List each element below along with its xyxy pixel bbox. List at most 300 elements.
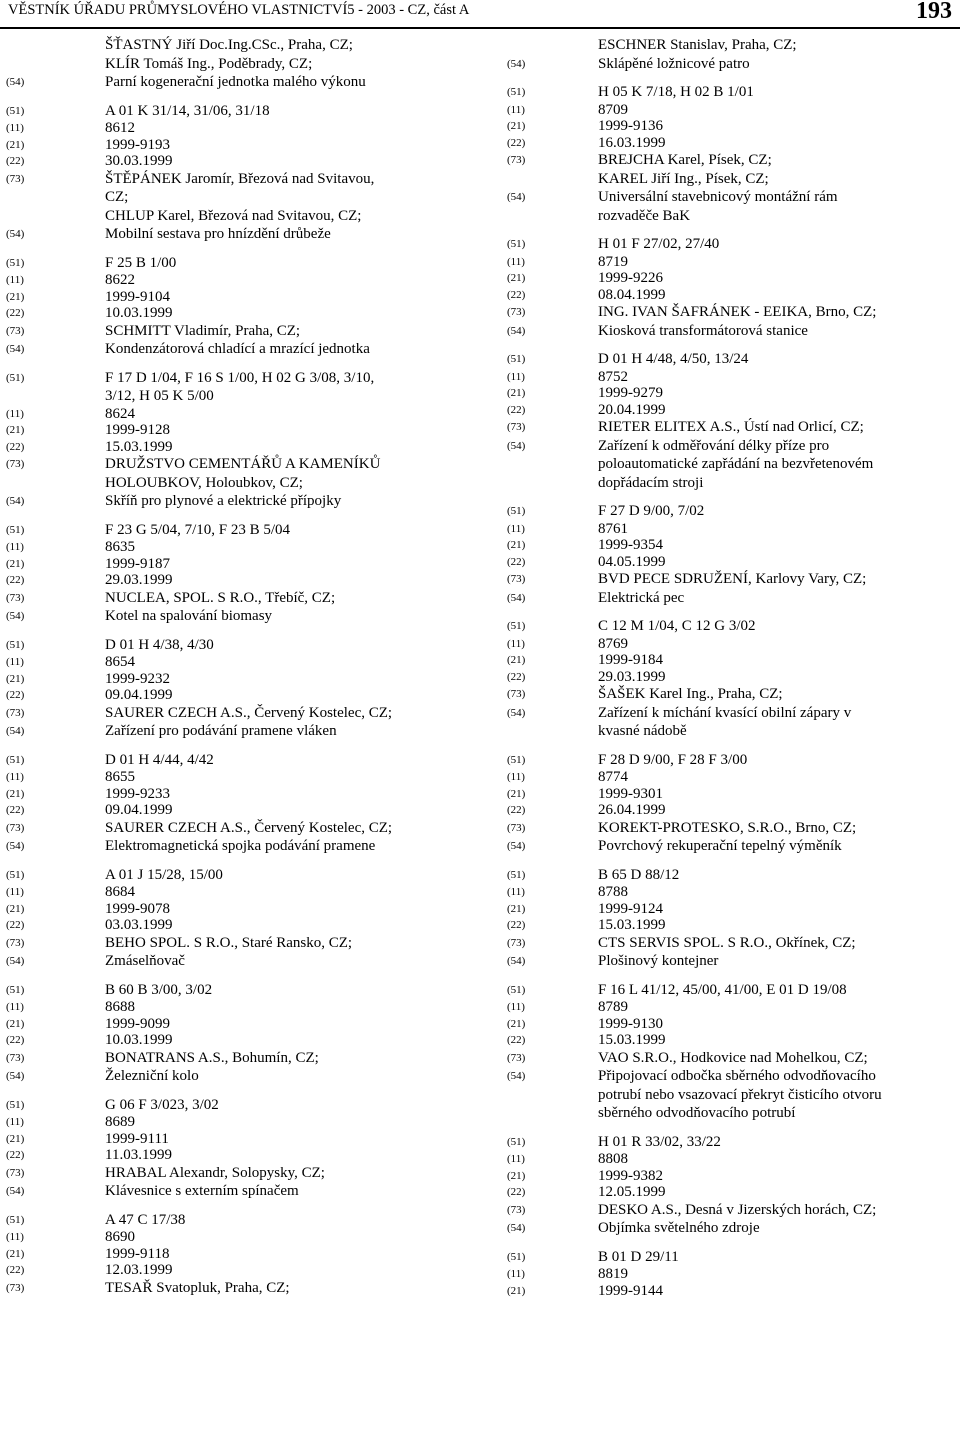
entry-line	[505, 1086, 955, 1105]
inid-code: (51)	[6, 983, 25, 996]
entry-line	[0, 866, 480, 885]
inid-code: (73)	[507, 688, 526, 700]
inid-code: (21)	[507, 120, 526, 132]
entry-line	[505, 102, 955, 119]
entry-text: 8789	[598, 999, 628, 1015]
inid-code: (11)	[507, 1153, 525, 1165]
entry-line	[505, 819, 955, 838]
entry-line	[505, 521, 955, 538]
entry-text: 8709	[598, 101, 628, 118]
entry-text: 20.04.1999	[598, 401, 666, 418]
inid-code: (73)	[6, 936, 25, 949]
entry-line	[0, 837, 480, 856]
entry-line	[505, 981, 955, 1000]
entry-line	[0, 170, 480, 189]
entry-line	[0, 406, 480, 423]
inid-code: (11)	[6, 122, 24, 134]
entry-text: 15.03.1999	[598, 1032, 666, 1048]
inid-code: (22)	[6, 155, 25, 167]
inid-code: (51)	[507, 353, 526, 365]
entry-text: F 28 D 9/00, F 28 F 3/00	[598, 751, 748, 768]
entry-line	[505, 1049, 955, 1068]
inid-code: (51)	[6, 1213, 25, 1226]
inid-code: (73)	[507, 421, 526, 433]
inid-code: (11)	[507, 522, 525, 535]
entry-text: SCHMITT Vladimír, Praha, CZ;	[105, 322, 301, 339]
entry-text: BREJCHA Karel, Písek, CZ;	[598, 152, 772, 168]
inid-code: (73)	[507, 1051, 526, 1064]
entry-line	[0, 207, 480, 226]
entry-line	[505, 1168, 955, 1185]
entry-line	[0, 572, 480, 589]
entry-line	[505, 188, 955, 207]
entry-text: HRABAL Alexandr, Solopysky, CZ;	[105, 1164, 325, 1181]
entry-text: F 25 B 1/00	[105, 254, 177, 271]
entry-text: Zařízení pro podávání pramene vláken	[105, 723, 337, 739]
entry-line	[505, 1201, 955, 1220]
inid-code: (11)	[6, 886, 24, 898]
inid-code: (22)	[507, 136, 526, 149]
entry-line	[505, 502, 955, 521]
entry-line	[0, 188, 480, 207]
inid-code: (21)	[6, 424, 25, 436]
entry-text: 8788	[598, 884, 628, 900]
entry-line	[0, 556, 480, 573]
entry-text: Zařízení k míchání kvasící obilní zápary v	[598, 704, 852, 721]
inid-code: (22)	[6, 919, 25, 931]
entry-text: C 12 M 1/04, C 12 G 3/02	[598, 618, 756, 634]
inid-code: (51)	[507, 868, 526, 881]
entry-line	[505, 685, 955, 704]
entry-text: ŠAŠEK Karel Ing., Praha, CZ;	[598, 686, 783, 702]
inid-code: (54)	[6, 228, 25, 240]
entry-text: Připojovací odbočka sběrného odvodňovacího	[598, 1068, 876, 1084]
entry-line	[0, 981, 480, 1000]
entry-text: ING. IVAN ŠAFRÁNEK - EEIKA, Brno, CZ;	[598, 304, 877, 320]
entry-text: Zmáselňovač	[105, 953, 185, 969]
inid-code: (21)	[507, 1169, 526, 1182]
entry-line	[0, 722, 480, 741]
entry-text: KLÍR Tomáš Ing., Poděbrady, CZ;	[105, 55, 313, 72]
entry-line	[505, 1184, 955, 1201]
entry-line	[0, 55, 480, 74]
entry-text: 15.03.1999	[598, 917, 666, 933]
entry-line	[0, 1096, 480, 1115]
entry-text: CZ;	[105, 189, 129, 205]
inid-code: (54)	[507, 57, 526, 70]
inid-code: (22)	[507, 670, 526, 683]
inid-code: (73)	[507, 306, 526, 318]
entry-text: Elektrická pec	[598, 589, 685, 606]
entry-text: F 23 G 5/04, 7/10, F 23 B 5/04	[105, 521, 291, 538]
inid-code: (22)	[507, 804, 526, 816]
entry-line	[505, 802, 955, 819]
entry-line	[505, 669, 955, 686]
entry-text: 8690	[105, 1229, 135, 1245]
inid-code: (54)	[6, 840, 25, 852]
entry-line	[0, 901, 480, 918]
entry-text: 16.03.1999	[598, 134, 666, 151]
entry-line	[0, 589, 480, 608]
entry-text: 1999-9233	[105, 785, 170, 802]
inid-code: (21)	[6, 1017, 25, 1030]
inid-code: (73)	[507, 154, 526, 166]
inid-code: (54)	[507, 324, 526, 337]
inid-code: (21)	[507, 539, 526, 551]
entry-line	[505, 254, 955, 271]
entry-line	[0, 254, 480, 273]
inid-code: (22)	[6, 574, 25, 586]
entry-line	[505, 235, 955, 254]
entry-text: 1999-9130	[598, 1015, 663, 1032]
entry-line	[505, 722, 955, 741]
inid-code: (51)	[6, 1098, 25, 1111]
entry-text: ŠŤASTNÝ Jiří Doc.Ing.CSc., Praha, CZ;	[105, 37, 353, 53]
entry-line	[505, 303, 955, 322]
entry-text: 09.04.1999	[105, 687, 173, 703]
entry-line	[505, 36, 955, 55]
entry-text: ESCHNER Stanislav, Praha, CZ;	[598, 37, 797, 53]
entry-line	[505, 474, 955, 493]
inid-code: (51)	[6, 371, 25, 384]
inid-code: (73)	[6, 324, 25, 337]
entry-line	[0, 272, 480, 289]
inid-code: (54)	[507, 1070, 526, 1082]
entry-line	[0, 153, 480, 170]
entry-text: 12.03.1999	[105, 1262, 173, 1278]
entry-text: dopřádacím stroji	[598, 474, 704, 491]
entry-text: SAURER CZECH A.S., Červený Kostelec, CZ;	[105, 819, 393, 836]
inid-code: (73)	[507, 936, 526, 949]
inid-code: (11)	[6, 1231, 24, 1243]
entry-line	[505, 704, 955, 723]
right-column	[505, 36, 955, 1299]
entry-line	[0, 120, 480, 137]
entry-text: 09.04.1999	[105, 802, 173, 818]
entry-text: 04.05.1999	[598, 553, 666, 570]
entry-line	[0, 1164, 480, 1183]
inid-code: (54)	[507, 1222, 526, 1234]
entry-text: 1999-9111	[105, 1130, 169, 1147]
entry-text: A 01 J 15/28, 15/00	[105, 866, 223, 883]
entry-line	[505, 1067, 955, 1086]
entry-line	[505, 1266, 955, 1283]
inid-code: (54)	[507, 591, 526, 604]
entry-text: 1999-9187	[105, 555, 170, 572]
inid-code: (73)	[507, 821, 526, 834]
entry-line	[505, 402, 955, 419]
inid-code: (51)	[507, 1135, 526, 1148]
left-column	[0, 36, 480, 1297]
entry-text: D 01 H 4/44, 4/42	[105, 751, 214, 768]
entry-line	[505, 437, 955, 456]
entry-text: Universální stavebnicový montážní rám	[598, 189, 838, 205]
entry-line	[505, 589, 955, 608]
inid-code: (51)	[507, 86, 526, 98]
entry-line	[0, 1067, 480, 1086]
entry-text: B 65 D 88/12	[598, 866, 680, 883]
entry-line	[0, 36, 480, 55]
entry-text: 08.04.1999	[598, 286, 666, 303]
entry-text: 1999-9104	[105, 288, 170, 305]
entry-text: RIETER ELITEX A.S., Ústí nad Orlicí, CZ;	[598, 419, 864, 435]
entry-line	[0, 1246, 480, 1263]
entry-text: Plošinový kontejner	[598, 953, 719, 969]
inid-code: (73)	[6, 1051, 25, 1064]
entry-line	[0, 322, 480, 341]
inid-code: (22)	[507, 919, 526, 931]
entry-text: Mobilní sestava pro hnízdění drůbeže	[105, 226, 331, 242]
inid-code: (21)	[507, 387, 526, 399]
inid-code: (22)	[507, 1186, 526, 1198]
inid-code: (54)	[507, 706, 526, 719]
entry-line	[0, 786, 480, 803]
entry-line	[505, 1151, 955, 1168]
inid-code: (51)	[6, 104, 25, 117]
inid-code: (51)	[507, 753, 526, 766]
entry-text: 8688	[105, 999, 135, 1015]
entry-line	[505, 385, 955, 402]
entry-text: 8769	[598, 635, 628, 652]
inid-code: (54)	[6, 76, 25, 88]
entry-line	[0, 654, 480, 671]
inid-code: (11)	[507, 255, 525, 268]
inid-code: (51)	[6, 638, 25, 651]
entry-line	[505, 901, 955, 918]
entry-text: rozvaděče BaK	[598, 207, 691, 224]
entry-line	[0, 687, 480, 704]
entry-text: Kiosková transformátorová stanice	[598, 322, 808, 339]
entry-line	[505, 537, 955, 554]
entry-text: 10.03.1999	[105, 305, 173, 321]
entry-line	[0, 521, 480, 540]
entry-text: F 17 D 1/04, F 16 S 1/00, H 02 G 3/08, 3/10,	[105, 369, 375, 386]
entry-text: 1999-9184	[598, 652, 663, 668]
inid-code: (22)	[6, 1034, 25, 1046]
inid-code: (73)	[6, 821, 25, 834]
inid-code: (54)	[6, 1185, 25, 1197]
entry-line	[0, 934, 480, 953]
entry-line	[0, 1016, 480, 1033]
entry-text: Parní kogenerační jednotka malého výkonu	[105, 74, 366, 90]
inid-code: (51)	[6, 753, 25, 766]
entry-line	[0, 1182, 480, 1201]
inid-code: (51)	[507, 238, 526, 250]
entry-text: F 16 L 41/12, 45/00, 41/00, E 01 D 19/08	[598, 981, 847, 998]
entry-text: H 01 F 27/02, 27/40	[598, 236, 720, 252]
entry-line	[505, 617, 955, 636]
entry-line	[505, 270, 955, 287]
entry-line	[0, 884, 480, 901]
entry-text: A 01 K 31/14, 31/06, 31/18	[105, 102, 270, 119]
inid-code: (21)	[6, 1247, 25, 1260]
entry-line	[0, 492, 480, 511]
inid-code: (11)	[6, 656, 24, 668]
entry-text: 15.03.1999	[105, 438, 173, 455]
entry-text: 1999-9382	[598, 1167, 663, 1184]
entry-line	[505, 55, 955, 74]
entry-text: 1999-9226	[598, 270, 663, 286]
entry-text: DESKO A.S., Desná v Jizerských horách, CZ;	[598, 1201, 877, 1218]
entry-text: 1999-9136	[598, 118, 663, 134]
inid-code: (11)	[6, 1001, 24, 1013]
entry-line	[505, 1133, 955, 1152]
entry-text: 30.03.1999	[105, 153, 173, 169]
entry-text: 8612	[105, 120, 135, 136]
entry-text: 12.05.1999	[598, 1184, 666, 1200]
inid-code: (11)	[507, 637, 525, 650]
inid-code: (73)	[6, 172, 25, 185]
inid-code: (54)	[6, 1070, 25, 1082]
entry-line	[505, 151, 955, 170]
entry-line	[505, 769, 955, 786]
entry-text: 8655	[105, 769, 135, 785]
entry-line	[0, 704, 480, 723]
entry-line	[505, 866, 955, 885]
entry-line	[0, 102, 480, 121]
inid-code: (11)	[507, 1268, 525, 1280]
inid-code: (21)	[6, 1132, 25, 1145]
entry-text: CHLUP Karel, Březová nad Svitavou, CZ;	[105, 207, 362, 224]
inid-code: (21)	[6, 557, 25, 570]
entry-text: TESAŘ Svatopluk, Praha, CZ;	[105, 1279, 290, 1296]
entry-text: 8689	[105, 1114, 135, 1130]
entry-line	[0, 340, 480, 359]
inid-code: (22)	[507, 1034, 526, 1046]
entry-line	[0, 607, 480, 626]
inid-code: (51)	[507, 505, 526, 517]
entry-text: 1999-9124	[598, 900, 663, 917]
journal-title: VĚSTNÍK ÚŘADU PRŮMYSLOVÉHO VLASTNICTVÍ5 - 2003 - CZ, část A	[8, 2, 470, 18]
entry-text: SAURER CZECH A.S., Červený Kostelec, CZ;	[105, 704, 393, 721]
entry-text: BONATRANS A.S., Bohumín, CZ;	[105, 1049, 319, 1066]
inid-code: (54)	[507, 191, 526, 203]
inid-code: (51)	[507, 1250, 526, 1263]
entry-text: 10.03.1999	[105, 1032, 173, 1048]
inid-code: (11)	[507, 771, 525, 783]
entry-line	[0, 819, 480, 838]
entry-text: NUCLEA, SPOL. S R.O., Třebíč, CZ;	[105, 589, 336, 606]
entry-line	[0, 1147, 480, 1164]
entry-text: 1999-9279	[598, 385, 663, 401]
entry-line	[0, 1229, 480, 1246]
entry-line	[505, 999, 955, 1016]
entry-line	[505, 1219, 955, 1238]
entry-line	[505, 554, 955, 571]
inid-code: (21)	[6, 902, 25, 915]
inid-code: (21)	[507, 1017, 526, 1030]
entry-line	[0, 137, 480, 154]
entry-text: B 60 B 3/00, 3/02	[105, 981, 213, 998]
inid-code: (11)	[507, 886, 525, 898]
entry-text: 3/12, H 05 K 5/00	[105, 388, 214, 404]
entry-line	[0, 769, 480, 786]
inid-code: (11)	[507, 103, 525, 116]
inid-code: (11)	[507, 1001, 525, 1013]
inid-code: (22)	[507, 403, 526, 416]
entry-text: 29.03.1999	[598, 668, 666, 685]
entry-line	[505, 751, 955, 770]
entry-line	[0, 369, 480, 388]
inid-code: (22)	[6, 689, 25, 701]
entry-text: BEHO SPOL. S R.O., Staré Ransko, CZ;	[105, 934, 353, 951]
entry-text: 11.03.1999	[105, 1147, 172, 1163]
entry-line	[0, 305, 480, 322]
entry-text: 1999-9078	[105, 900, 170, 917]
inid-code: (54)	[6, 495, 25, 507]
entry-text: 8684	[105, 884, 135, 900]
entry-line	[0, 474, 480, 493]
entry-text: 8635	[105, 539, 135, 555]
entry-text: Železniční kolo	[105, 1068, 199, 1084]
inid-code: (22)	[6, 1264, 25, 1276]
entry-text: 8761	[598, 520, 628, 537]
entry-line	[505, 287, 955, 304]
inid-code: (54)	[6, 955, 25, 967]
entry-text: ŠTĚPÁNEK Jaromír, Březová nad Svitavou,	[105, 170, 375, 187]
entry-line	[505, 837, 955, 856]
entry-line	[0, 1211, 480, 1230]
entry-text: 1999-9099	[105, 1015, 170, 1032]
entry-line	[0, 802, 480, 819]
entry-line	[0, 917, 480, 934]
inid-code: (73)	[6, 1166, 25, 1179]
entry-line	[0, 539, 480, 556]
entry-line	[505, 1283, 955, 1300]
entry-line	[505, 952, 955, 971]
entry-line	[0, 422, 480, 439]
inid-code: (73)	[507, 573, 526, 585]
entry-line	[505, 322, 955, 341]
inid-code: (51)	[6, 523, 25, 536]
entry-line	[505, 83, 955, 102]
entry-text: CTS SERVIS SPOL. S R.O., Okřínek, CZ;	[598, 934, 856, 951]
entry-line	[0, 455, 480, 474]
entry-text: 8719	[598, 253, 628, 270]
inid-code: (22)	[6, 307, 25, 319]
entry-text: Sklápěné ložnicové patro	[598, 55, 750, 72]
entry-text: KAREL Jiří Ing., Písek, CZ;	[598, 170, 769, 187]
entry-line	[0, 636, 480, 655]
entry-text: Zařízení k odměřování délky příze pro	[598, 437, 830, 454]
inid-code: (54)	[6, 725, 25, 737]
entry-text: B 01 D 29/11	[598, 1248, 679, 1265]
page-header	[0, 0, 960, 30]
inid-code: (11)	[6, 771, 24, 783]
inid-code: (54)	[507, 840, 526, 852]
entry-line	[505, 418, 955, 437]
inid-code: (21)	[6, 787, 25, 800]
entry-text: potrubí nebo vsazovací překryt čisticího otvoru	[598, 1086, 882, 1103]
entry-line	[505, 1104, 955, 1123]
inid-code: (21)	[507, 1284, 526, 1297]
entry-text: H 01 R 33/02, 33/22	[598, 1133, 721, 1150]
entry-line	[505, 135, 955, 152]
entry-text: 8819	[598, 1266, 628, 1282]
inid-code: (21)	[507, 787, 526, 800]
entry-text: HOLOUBKOV, Holoubkov, CZ;	[105, 474, 303, 491]
entry-text: VAO S.R.O., Hodkovice nad Mohelkou, CZ;	[598, 1049, 868, 1066]
inid-code: (11)	[6, 1116, 24, 1128]
inid-code: (11)	[6, 274, 24, 286]
entry-text: Skříň pro plynové a elektrické přípojky	[105, 493, 342, 509]
entry-text: F 27 D 9/00, 7/02	[598, 503, 705, 519]
entry-text: 8654	[105, 654, 135, 670]
inid-code: (73)	[507, 1203, 526, 1216]
inid-code: (22)	[6, 804, 25, 816]
entry-line	[505, 570, 955, 589]
inid-code: (54)	[6, 343, 25, 355]
